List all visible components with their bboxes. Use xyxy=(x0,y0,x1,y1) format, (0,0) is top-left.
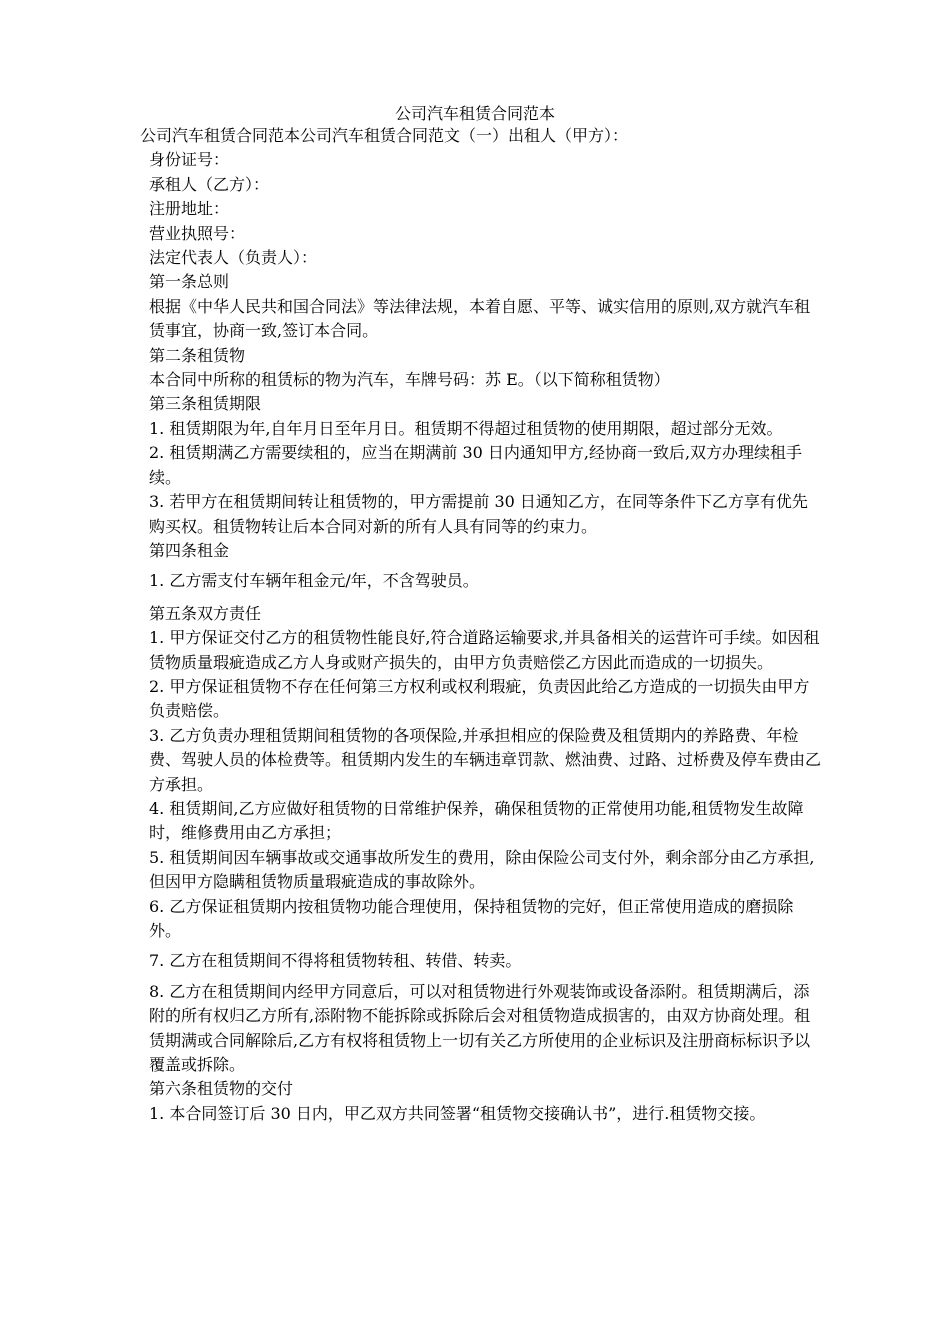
document-body xyxy=(140,124,822,1126)
section-heading: 第三条租赁期限 xyxy=(149,394,262,414)
list-item: 4. 租赁期间,乙方应做好租赁物的日常维护保养，确保租赁物的正常使用功能,租赁物发生故障时，维修费用由乙方承担； xyxy=(149,798,804,843)
document-title: 公司汽车租赁合同范本 xyxy=(394,104,555,123)
paragraph: 本合同中所称的租赁标的物为汽车，车牌号码：苏 E。（以下简称租赁物） xyxy=(149,370,670,390)
list-item: 1. 乙方需支付车辆年租金元/年，不含驾驶员。 xyxy=(149,571,479,591)
section-heading: 第五条双方责任 xyxy=(149,603,262,623)
paragraph: 法定代表人（负责人）： xyxy=(149,248,318,268)
paragraph: 公司汽车租赁合同范本公司汽车租赁合同范文（一）出租人（甲方）： xyxy=(140,126,629,145)
list-item: 2. 甲方保证租赁物不存在任何第三方权利或权利瑕疵，负责因此给乙方造成的一切损失由甲方负责赔偿。 xyxy=(149,676,810,721)
list-item: 3. 若甲方在租赁期间转让租赁物的，甲方需提前 30 日通知乙方，在同等条件下乙方享有优先购买权。租赁物转让后本合同对新的所有人具有同等的约束力。 xyxy=(149,492,808,536)
list-item: 6. 乙方保证租赁期内按租赁物功能合理使用，保持租赁物的完好，但正常使用造成的磨损除外。 xyxy=(149,896,794,940)
section-heading: 第二条租赁物 xyxy=(149,345,246,365)
section-heading: 第六条租赁物的交付 xyxy=(149,1079,294,1099)
paragraph: 注册地址： xyxy=(149,199,230,219)
list-item: 1. 甲方保证交付乙方的租赁物性能良好,符合道路运输要求,并具备相关的运营许可手续。如因租赁物质量瑕疵造成乙方人身或财产损失的，由甲方负责赔偿乙方因此而造成的一切损失。 xyxy=(149,628,820,672)
paragraph: 身份证号： xyxy=(149,150,230,170)
section-heading: 第四条租金 xyxy=(149,540,230,560)
list-item: 5. 租赁期间因车辆事故或交通事故所发生的费用，除由保险公司支付外，剩余部分由乙方承担,但因甲方隐瞒租赁物质量瑕疵造成的事故除外。 xyxy=(149,847,815,892)
list-item: 7. 乙方在租赁期间不得将租赁物转租、转借、转卖。 xyxy=(149,951,522,971)
list-item: 2. 租赁期满乙方需要续租的，应当在期满前 30 日内通知甲方,经协商一致后,双方办理续租手续。 xyxy=(149,443,803,487)
paragraph: 根据《中华人民共和国合同法》等法律法规，本着自愿、平等、诚实信用的原则,双方就汽车租赁事宜，协商一致,签订本合同。 xyxy=(149,296,811,341)
section-heading: 第一条总则 xyxy=(149,272,230,292)
list-item: 1. 本合同签订后 30 日内，甲乙双方共同签署“租赁物交接确认书”，进行.租赁物交接。 xyxy=(149,1103,766,1123)
list-item: 1. 租赁期限为年,自年月日至年月日。租赁期不得超过租赁物的使用期限，超过部分无效。 xyxy=(149,418,783,438)
paragraph: 承租人（乙方）： xyxy=(149,174,270,194)
list-item: 3. 乙方负责办理租赁期间租赁物的各项保险,并承担相应的保险费及租赁期内的养路费、年检费、驾驶人员的体检费等。租赁期内发生的车辆违章罚款、燃油费、过路、过桥费及停车费由乙方承担。 xyxy=(149,725,822,794)
list-item: 8. 乙方在租赁期间内经甲方同意后，可以对租赁物进行外观装饰或设备添附。租赁期满后，添附的所有权归乙方所有,添附物不能拆除或拆除后会对租赁物造成损害的，由双方协商处理。租赁期满或合同解除后,乙方有权将租赁物上一切有关乙方所使用的企业标识及注册商标标识予以覆盖或拆除。 xyxy=(149,981,811,1075)
paragraph: 营业执照号： xyxy=(149,223,246,243)
